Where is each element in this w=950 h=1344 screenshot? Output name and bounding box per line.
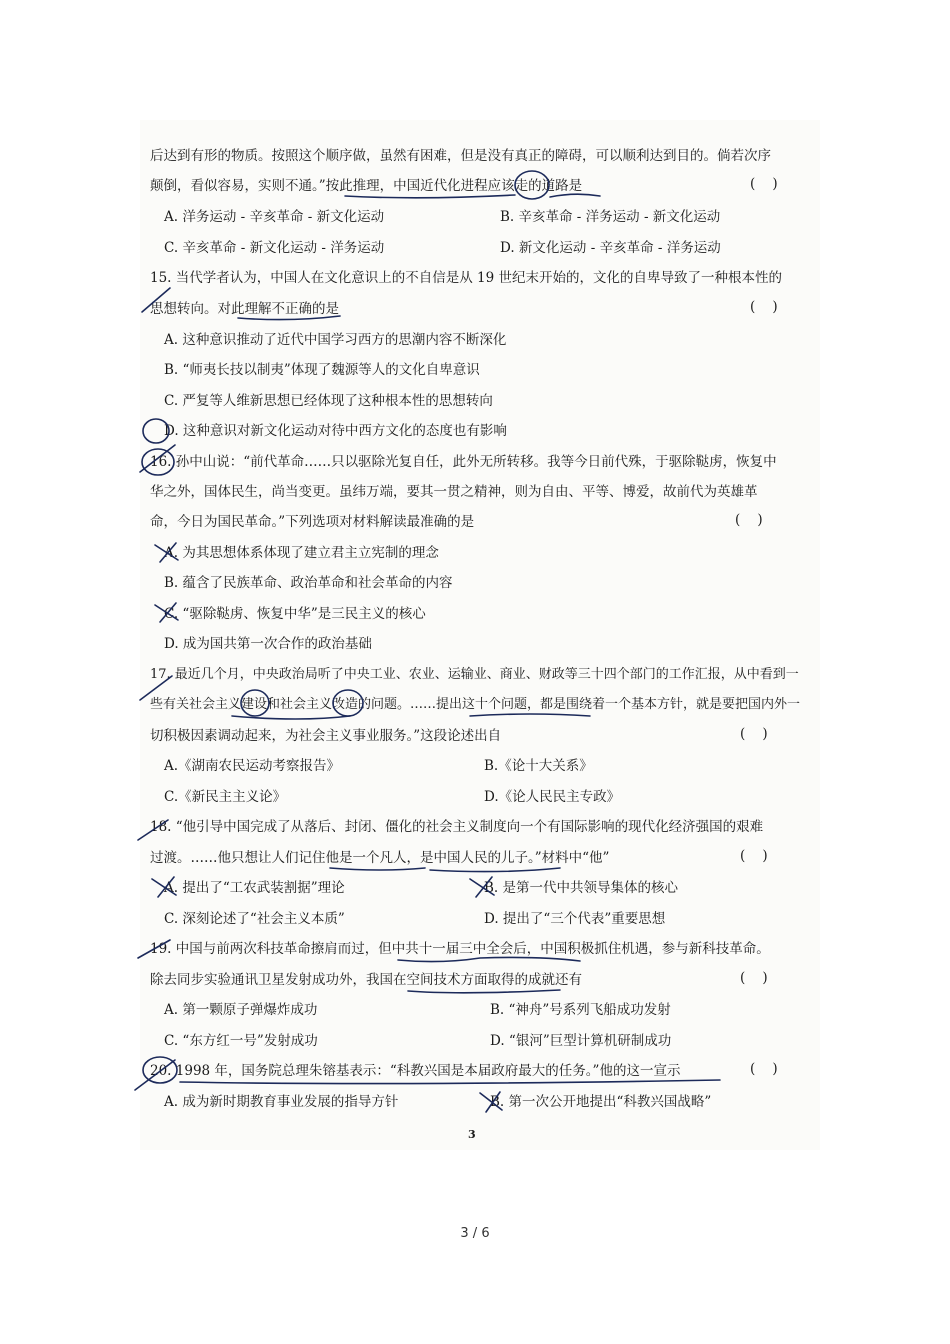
q14-option-c: C. 辛亥革命 - 新文化运动 - 洋务运动 bbox=[164, 240, 385, 256]
q19-stem-line-1: 19. 中国与前两次科技革命擦肩而过，但中共十一届三中全会后，中国积极抓住机遇，参与新科技革命。 bbox=[150, 941, 770, 957]
q14-stem-line-1: 后达到有形的物质。按照这个顺序做，虽然有困难，但是没有真正的障碍，可以顺利达到目的。倘若次序 bbox=[150, 148, 771, 164]
q18-option-b: B. 是第一代中共领导集体的核心 bbox=[484, 880, 679, 896]
q18-answer-blank: ( ) bbox=[740, 848, 768, 864]
q14-stem-line-2: 颠倒，看似容易，实则不通。”按此推理，中国近代化进程应该走的道路是 bbox=[150, 178, 583, 194]
page-counter: 3 / 6 bbox=[460, 1226, 490, 1241]
q14-option-d: D. 新文化运动 - 辛亥革命 - 洋务运动 bbox=[500, 240, 721, 256]
q15-option-c: C. 严复等人维新思想已经体现了这种根本性的思想转向 bbox=[164, 393, 493, 409]
q16-option-d: D. 成为国共第一次合作的政治基础 bbox=[164, 636, 372, 652]
q18-stem-line-2: 过渡。……他只想让人们记住他是一个凡人，是中国人民的儿子。”材料中“他” bbox=[150, 850, 610, 866]
q19-option-d: D. “银河”巨型计算机研制成功 bbox=[490, 1033, 672, 1049]
q14-option-a: A. 洋务运动 - 辛亥革命 - 新文化运动 bbox=[164, 209, 385, 225]
q20-option-a: A. 成为新时期教育事业发展的指导方针 bbox=[164, 1094, 399, 1110]
q17-option-a: A.《湖南农民运动考察报告》 bbox=[164, 758, 341, 774]
q17-option-c: C.《新民主主义论》 bbox=[164, 789, 287, 805]
q17-option-d: D.《论人民民主专政》 bbox=[484, 789, 621, 805]
q14-answer-blank: ( ) bbox=[750, 176, 778, 192]
q19-option-b: B. “神舟”号系列飞船成功发射 bbox=[490, 1002, 671, 1018]
q15-option-a: A. 这种意识推动了近代中国学习西方的思潮内容不断深化 bbox=[164, 332, 507, 348]
q16-option-b: B. 蕴含了民族革命、政治革命和社会革命的内容 bbox=[164, 575, 453, 591]
q18-option-a: A. 提出了“工农武装割据”理论 bbox=[164, 880, 345, 896]
q20-option-b: B. 第一次公开地提出“科教兴国战略” bbox=[490, 1094, 712, 1110]
q16-stem-line-1: 16. 孙中山说：“前代革命……只以驱除光复自任，此外无所转移。我等今日前代殊，于驱除鞑虏，恢复中 bbox=[150, 454, 777, 470]
q16-option-a: A. 为其思想体系体现了建立君主立宪制的理念 bbox=[164, 545, 439, 561]
q19-stem-line-2: 除去同步实验通讯卫星发射成功外，我国在空间技术方面取得的成就还有 bbox=[150, 972, 582, 988]
q19-option-c: C. “东方红一号”发射成功 bbox=[164, 1033, 318, 1049]
q18-option-d: D. 提出了“三个代表”重要思想 bbox=[484, 911, 666, 927]
q16-option-c: C. “驱除鞑虏、恢复中华”是三民主义的核心 bbox=[164, 606, 426, 622]
q20-stem-line-1: 20. 1998 年，国务院总理朱镕基表示：“科教兴国是本届政府最大的任务。”他的这一宣示 bbox=[150, 1063, 681, 1079]
q15-stem-line-1: 15. 当代学者认为，中国人在文化意识上的不自信是从 19 世纪末开始的，文化的自卑导致了一种根本性的 bbox=[150, 270, 783, 286]
q16-answer-blank: ( ) bbox=[735, 512, 763, 528]
q19-option-a: A. 第一颗原子弹爆炸成功 bbox=[164, 1002, 318, 1018]
q18-option-c: C. 深刻论述了“社会主义本质” bbox=[164, 911, 345, 927]
q15-answer-blank: ( ) bbox=[750, 299, 778, 315]
q14-option-b: B. 辛亥革命 - 洋务运动 - 新文化运动 bbox=[500, 209, 721, 225]
q16-stem-line-3: 命，今日为国民革命。”下列选项对材料解读最准确的是 bbox=[150, 514, 475, 530]
q17-stem-line-2: 些有关社会主义建设和社会主义改造的问题。……提出这十个问题，都是围绕着一个基本方针，就是要把国内外一 bbox=[150, 697, 801, 712]
q20-answer-blank: ( ) bbox=[750, 1061, 778, 1077]
q17-option-b: B.《论十大关系》 bbox=[484, 758, 593, 774]
q17-answer-blank: ( ) bbox=[740, 726, 768, 742]
q16-stem-line-2: 华之外，国体民生，尚当变更。虽纬万端，要其一贯之精神，则为自由、平等、博爱，故前代为英雄革 bbox=[150, 484, 758, 500]
q15-option-b: B. “师夷长技以制夷”体现了魏源等人的文化自卑意识 bbox=[164, 362, 480, 378]
q18-stem-line-1: 18. “他引导中国完成了从落后、封闭、僵化的社会主义制度向一个有国际影响的现代化经济强国的艰难 bbox=[150, 819, 764, 835]
q17-stem-line-1: 17. 最近几个月，中央政治局听了中央工业、农业、运输业、商业、财政等三十四个部门的工作汇报，从中看到一 bbox=[150, 667, 799, 682]
q15-stem-line-2: 思想转向。对此理解不正确的是 bbox=[150, 301, 339, 317]
q15-option-d: D. 这种意识对新文化运动对待中西方文化的态度也有影响 bbox=[164, 423, 507, 439]
q17-stem-line-3: 切积极因素调动起来，为社会主义事业服务。”这段论述出自 bbox=[150, 728, 502, 744]
printed-page-number: 3 bbox=[468, 1128, 476, 1141]
q19-answer-blank: ( ) bbox=[740, 970, 768, 986]
